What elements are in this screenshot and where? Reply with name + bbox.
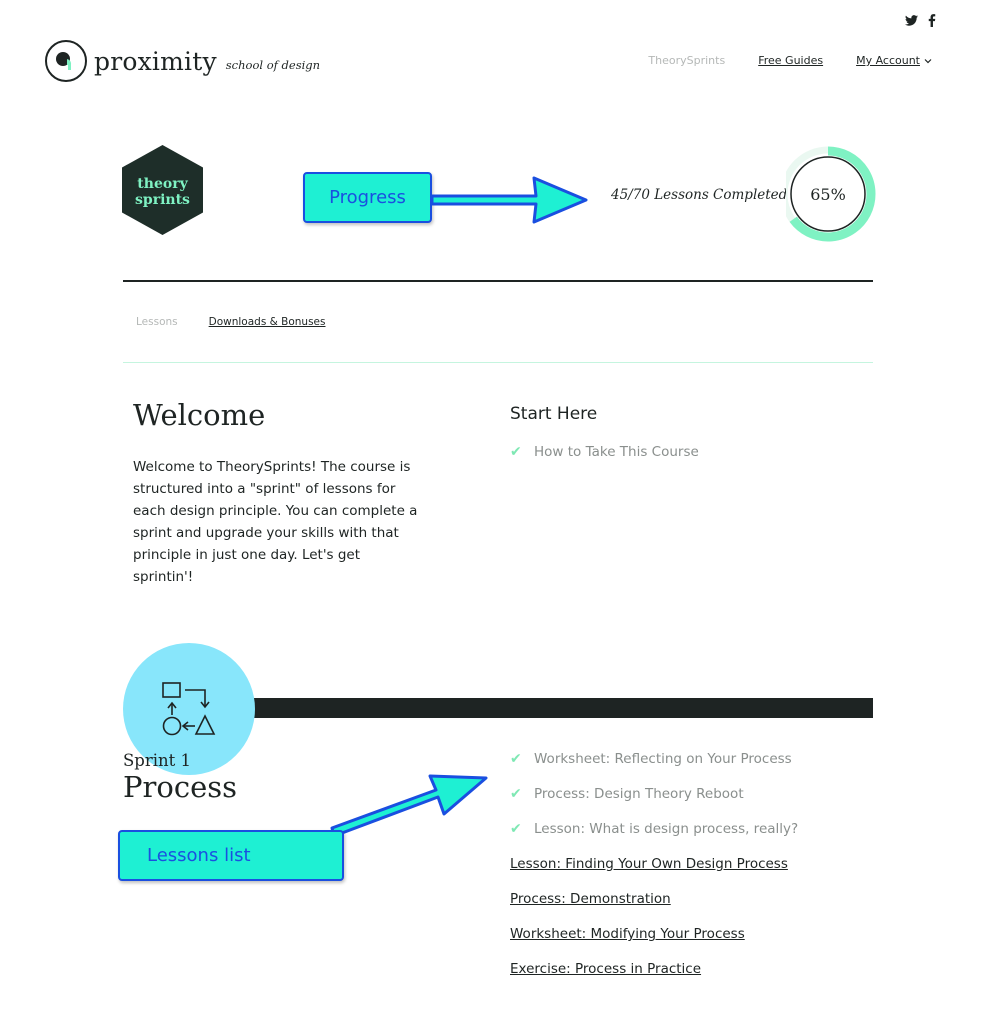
check-icon: ✔ bbox=[510, 821, 522, 837]
lesson-link[interactable]: Worksheet: Modifying Your Process bbox=[510, 926, 745, 942]
nav-free-guides[interactable]: Free Guides bbox=[758, 54, 824, 67]
twitter-icon[interactable] bbox=[905, 15, 918, 26]
facebook-icon[interactable] bbox=[928, 14, 936, 27]
top-navigation bbox=[648, 54, 932, 67]
list-item[interactable] bbox=[510, 891, 798, 907]
social-links bbox=[905, 14, 936, 27]
proximity-logo-mark bbox=[45, 40, 87, 82]
lesson-label: Lesson: What is design process, really? bbox=[534, 821, 799, 837]
progress-ring bbox=[786, 146, 876, 242]
lesson-link[interactable]: Process: Demonstration bbox=[510, 891, 671, 907]
tab-downloads-bonuses[interactable]: Downloads & Bonuses bbox=[208, 316, 326, 328]
list-item[interactable] bbox=[510, 961, 798, 977]
sprint-number: Sprint 1 bbox=[123, 751, 192, 770]
check-icon: ✔ bbox=[510, 444, 522, 460]
welcome-body: Welcome to TheorySprints! The course is structured into a "sprint" of lessons for each design principle. You can complete a sprint and upgrade your skills with that principle in just one day. Let's get sprintin'! bbox=[133, 459, 418, 585]
site-logo[interactable] bbox=[45, 40, 320, 82]
list-item[interactable] bbox=[510, 821, 798, 837]
badge-line-1: theory bbox=[137, 176, 188, 192]
list-item[interactable] bbox=[510, 444, 699, 460]
lesson-link[interactable]: Exercise: Process in Practice bbox=[510, 961, 702, 977]
sprint-title: Process bbox=[123, 770, 238, 804]
lessons-completed-text: 45/70 Lessons Completed bbox=[611, 187, 788, 203]
check-icon: ✔ bbox=[510, 786, 522, 802]
lessons-list-callout: Lessons list bbox=[118, 830, 344, 881]
nav-my-account-label: My Account bbox=[856, 54, 920, 67]
list-item[interactable] bbox=[510, 751, 798, 767]
lessons-arrow bbox=[330, 772, 490, 852]
list-item[interactable] bbox=[510, 926, 798, 942]
nav-theorysprints[interactable]: TheorySprints bbox=[648, 54, 726, 67]
start-here-list bbox=[510, 444, 699, 460]
tab-lessons[interactable]: Lessons bbox=[136, 316, 178, 328]
lesson-label: How to Take This Course bbox=[534, 444, 699, 460]
sprint-lessons-list bbox=[510, 751, 798, 977]
header-divider bbox=[123, 280, 873, 282]
welcome-heading: Welcome bbox=[133, 398, 266, 432]
chevron-down-icon bbox=[924, 58, 932, 64]
progress-percent: 65% bbox=[810, 185, 846, 204]
nav-my-account[interactable] bbox=[856, 54, 932, 67]
course-tabs bbox=[136, 316, 326, 328]
logo-wordmark: proximity bbox=[94, 46, 217, 76]
lesson-label: Process: Design Theory Reboot bbox=[534, 786, 744, 802]
sprint-divider-bar bbox=[252, 698, 873, 718]
check-icon: ✔ bbox=[510, 751, 522, 767]
list-item[interactable] bbox=[510, 786, 798, 802]
list-item[interactable] bbox=[510, 856, 798, 872]
progress-arrow bbox=[430, 172, 590, 228]
theorysprints-badge bbox=[122, 145, 203, 235]
lesson-label: Worksheet: Reflecting on Your Process bbox=[534, 751, 792, 767]
badge-line-2: sprints bbox=[135, 192, 190, 208]
tabs-divider bbox=[123, 362, 873, 363]
start-here-heading: Start Here bbox=[510, 404, 598, 424]
progress-callout: Progress bbox=[303, 172, 432, 223]
lesson-link[interactable]: Lesson: Finding Your Own Design Process bbox=[510, 856, 788, 872]
logo-tagline: school of design bbox=[225, 58, 321, 72]
